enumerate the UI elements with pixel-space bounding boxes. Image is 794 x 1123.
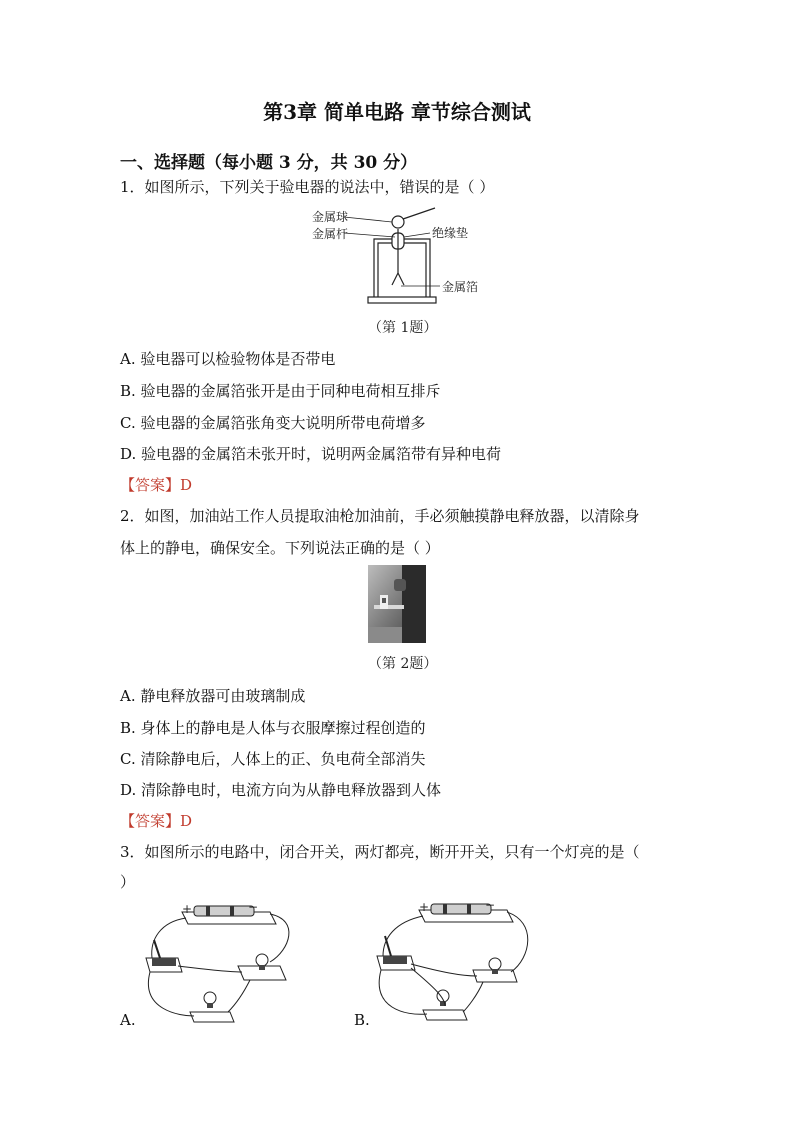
figure-1-caption: （第 1题） [368,320,438,336]
q1-option-b: B. 验电器的金属箔张开是由于同种电荷相互排斥 [120,382,441,400]
answer-label: 【答案】 [120,812,181,830]
figure-2-caption: （第 2题） [368,656,438,672]
circuit-b-diagram [365,898,535,1028]
q2-answer [120,810,192,831]
q2-option-c: C. 清除静电后，人体上的正、负电荷全部消失 [120,750,426,768]
battery-plus-a: + [182,902,193,916]
question-3-line-1: 3．如图所示的电路中，闭合开关，两灯都亮，断开开关，只有一个灯亮的是（ [120,843,640,861]
battery-minus-b: − [485,898,496,912]
electroscope-diagram [300,205,500,310]
section-heading: 一、选择题（每小题 3 分，共 30 分） [120,153,418,173]
label-ball: 金属球 [312,210,349,224]
question-2-line-2: 体上的静电，确保安全。下列说法正确的是（ ） [120,539,440,557]
answer-label: 【答案】 [120,476,181,494]
q1-answer [120,474,192,495]
page-title: 第3章 简单电路 章节综合测试 [263,100,531,124]
circuit-a-diagram [130,900,300,1030]
choice-a-label: A. [120,1011,136,1029]
choice-b-label: B. [354,1011,370,1029]
label-pad: 绝缘垫 [432,226,469,240]
q2-option-b: B. 身体上的静电是人体与衣服摩擦过程创造的 [120,719,426,737]
battery-plus-b: + [419,900,430,914]
q2-option-a: A. 静电释放器可由玻璃制成 [120,687,306,705]
q1-option-a: A. 验电器可以检验物体是否带电 [120,350,336,368]
answer-value: D [180,812,193,830]
q1-option-c: C. 验电器的金属箔张角变大说明所带电荷增多 [120,414,426,432]
q1-option-d: D. 验电器的金属箔未张开时，说明两金属箔带有异种电荷 [120,445,502,463]
question-3-line-2: ） [120,873,136,891]
gas-station-photo [368,565,426,643]
question-1-text: 1．如图所示，下列关于验电器的说法中，错误的是（ ） [120,178,495,196]
question-2-line-1: 2．如图，加油站工作人员提取油枪加油前，手必须触摸静电释放器，以清除身 [120,507,640,525]
label-foil: 金属箔 [442,280,479,294]
answer-value: D [180,476,193,494]
battery-minus-a: − [248,900,259,914]
q2-option-d: D. 清除静电时，电流方向为从静电释放器到人体 [120,781,442,799]
label-rod: 金属杆 [312,227,349,241]
